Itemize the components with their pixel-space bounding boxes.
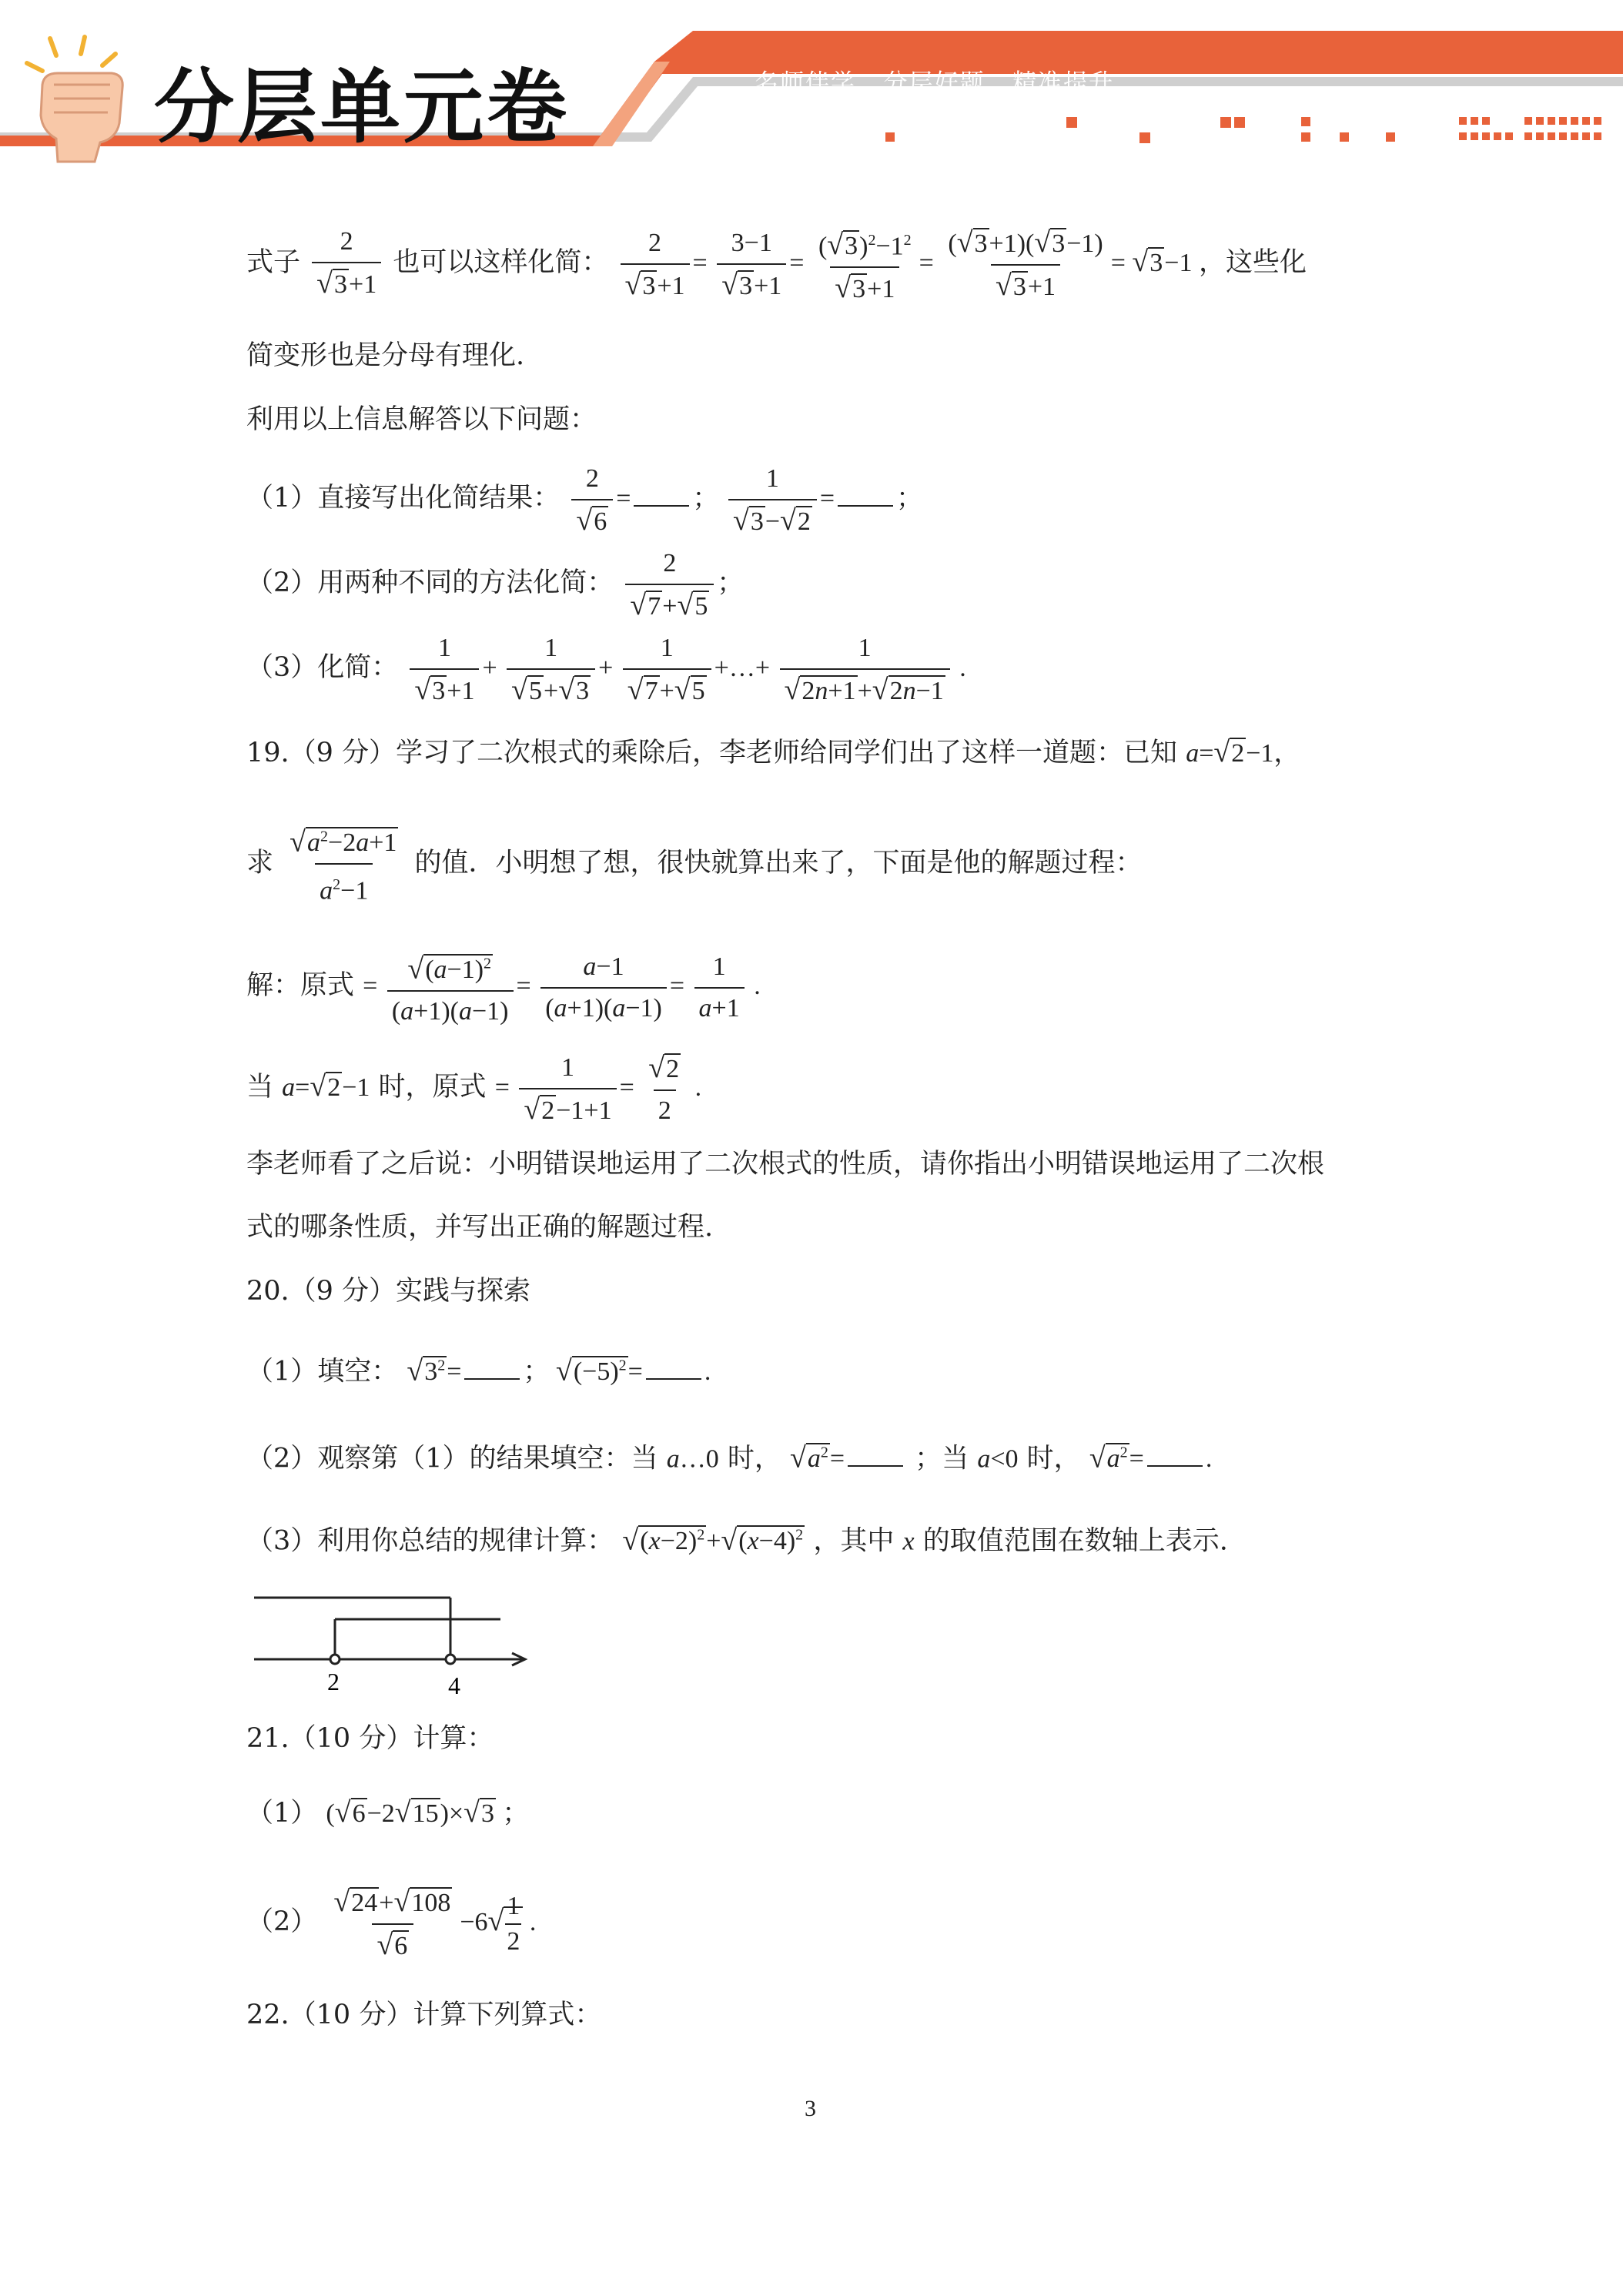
answer-blank bbox=[1147, 1448, 1203, 1467]
part-label: （2）观察第（1）的结果填空：当 bbox=[246, 1443, 658, 1474]
intro-line-3: 利用以上信息解答以下问题： bbox=[246, 404, 597, 435]
intro-line-2: 简变形也是分母有理化. bbox=[246, 340, 525, 371]
formula: a…0 bbox=[666, 1444, 719, 1474]
tick-label: 2 bbox=[327, 1668, 340, 1695]
formula: $\frac{1}{√3+1}$ + $\frac{1}{√5+√3}$ + $\frac{1}{√7+√5}$ +…+ $\frac{1}{√2n+1+√2n-1}$ . bbox=[407, 654, 965, 682]
tick-label: 4 bbox=[448, 1672, 460, 1698]
q21-part-1 bbox=[246, 1796, 529, 1831]
q21-part-2 bbox=[246, 1885, 536, 1963]
q20-stem: 20.（9 分）实践与探索 bbox=[246, 1276, 531, 1307]
formula: $√3^2=$ ； $√(-5)^2=$ . bbox=[407, 1354, 711, 1387]
part-label: （3）化简： bbox=[246, 651, 399, 683]
answer-blank bbox=[646, 1361, 701, 1380]
page-number: 3 bbox=[805, 2096, 816, 2121]
number-line bbox=[246, 1590, 539, 1698]
text-suffix: ，其中 bbox=[813, 1525, 895, 1557]
formula: $√a^2=$ bbox=[790, 1444, 906, 1473]
formula: $\frac{√24+√108}{√6}$ −6√ $\frac{1}{2}$ . bbox=[326, 1908, 536, 1936]
q19-comment-2: 式的哪条性质，并写出正确的解题过程. bbox=[246, 1212, 714, 1243]
answer-blank bbox=[634, 488, 689, 507]
part-label: （1）填空： bbox=[246, 1356, 399, 1387]
q20-part-2 bbox=[246, 1436, 1212, 1476]
header-slogan: 名师伴学 分层好题 精准提升 bbox=[755, 69, 1115, 97]
q18-part-1 bbox=[246, 462, 922, 539]
formula: a=√2−1， bbox=[1186, 736, 1300, 768]
fist-icon bbox=[12, 31, 142, 169]
formula: $\frac{2}{√3+1}$ bbox=[312, 225, 381, 302]
header-title: 分层单元卷 bbox=[154, 60, 571, 154]
formula: a=√2−1 bbox=[282, 1069, 370, 1103]
part-label: （2）用两种不同的方法化简： bbox=[246, 567, 614, 598]
text-suffix: 的值．小明想了想，很快就算出来了，下面是他的解题过程： bbox=[414, 847, 1143, 879]
text-mid: 时， bbox=[727, 1443, 781, 1474]
q19-solution bbox=[246, 947, 761, 1029]
q18-part-2 bbox=[246, 547, 743, 624]
intro-mid: 也可以这样化简： bbox=[393, 246, 609, 278]
q19-stem bbox=[246, 735, 1300, 771]
part-label: （1）直接写出化简结果： bbox=[246, 482, 561, 514]
formula: = $\frac{√(a-1)^2}{(a+1)(a-1)}$ = $\frac{a-1}{(a+1)(a-1)}$ = $\frac{1}{a+1}$ . bbox=[363, 972, 761, 1000]
text-prefix: 求 bbox=[246, 847, 274, 879]
formula: $√a^2=$ . bbox=[1089, 1441, 1213, 1474]
text-prefix: 解：原式 bbox=[246, 969, 355, 1001]
question-stem: 19.（9 分）学习了二次根式的乘除后，李老师给同学们出了这样一道题：已知 bbox=[246, 738, 1178, 768]
text-suffix: 的取值范围在数轴上表示. bbox=[922, 1525, 1228, 1557]
formula: $\frac{2}{√3+1}$ = $\frac{3-1}{√3+1}$ = $\frac{(√3)^2-1^2}{√3+1}$ = $\frac{(√3+1)(√3-1)}{√3+1}$ = √3−1 bbox=[617, 249, 1199, 277]
text-mid: ；当 bbox=[915, 1443, 969, 1474]
answer-blank bbox=[464, 1361, 520, 1380]
q18-part-3 bbox=[246, 631, 966, 708]
q19-line-2 bbox=[246, 820, 1143, 909]
part-label: （2） bbox=[246, 1906, 318, 1937]
formula: $\frac{2}{√7+√5}$ ； bbox=[622, 569, 743, 597]
intro-suffix: ，这些化 bbox=[1198, 246, 1307, 278]
intro-line-1 bbox=[246, 223, 1307, 306]
q19-when bbox=[246, 1051, 701, 1128]
formula: $\frac{2}{√6}$ = ； $\frac{1}{√3-√2}$ = ； bbox=[568, 484, 922, 513]
text-mid: 时，原式 bbox=[378, 1071, 487, 1103]
q22-stem: 22.（10 分）计算下列算式： bbox=[246, 2000, 602, 2030]
part-label: （1） bbox=[246, 1798, 318, 1829]
q20-part-1 bbox=[246, 1349, 711, 1389]
formula: $√(x-2)^2+√(x-4)^2$ bbox=[622, 1524, 804, 1557]
formula: a<0 bbox=[977, 1444, 1019, 1474]
intro-prefix: 式子 bbox=[246, 246, 301, 278]
part-label: （3）利用你总结的规律计算： bbox=[246, 1525, 614, 1557]
formula: = $\frac{1}{√2-1+1}$ = $\frac{√2}{2}$ . bbox=[495, 1073, 701, 1102]
text-mid: 时， bbox=[1026, 1443, 1081, 1474]
formula: $\frac{√a^2-2a+1}{a^2-1}$ bbox=[285, 820, 403, 909]
q20-part-3 bbox=[246, 1518, 1228, 1558]
q19-comment-1: 李老师看了之后说：小明错误地运用了二次根式的性质，请你指出小明错误地运用了二次根 bbox=[246, 1149, 1325, 1180]
text-prefix: 当 bbox=[246, 1071, 274, 1103]
q21-stem: 21.（10 分）计算： bbox=[246, 1723, 494, 1754]
answer-blank bbox=[848, 1448, 903, 1467]
formula: (√6−2√15)×√3 ； bbox=[326, 1796, 529, 1829]
answer-blank bbox=[838, 488, 893, 507]
formula: x bbox=[902, 1527, 915, 1556]
